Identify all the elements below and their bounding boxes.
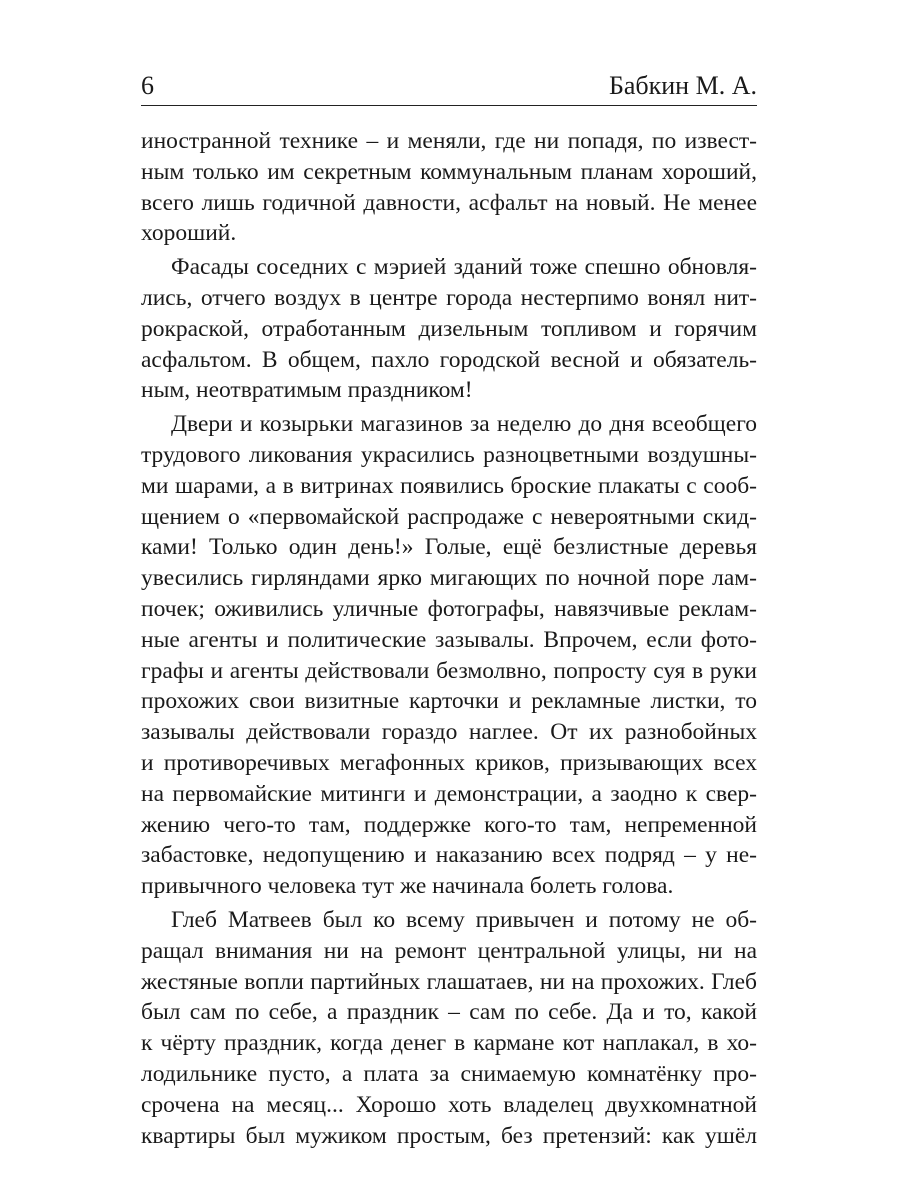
author-name: Бабкин М. А. [608, 71, 757, 100]
paragraph [141, 126, 757, 249]
text-line: забастовке, недопущению и наказанию всех подряд – у не- [141, 842, 757, 869]
text-line: жестяные вопли партийных глашатаев, ни на прохожих. Глеб [141, 968, 757, 995]
text-line: к чёрту праздник, когда денег в кармане кот наплакал, в хо- [141, 1030, 757, 1057]
paragraph [141, 905, 757, 1151]
text-line: квартиры был мужиком простым, без претензий: как ушёл [141, 1122, 757, 1149]
text-line: на первомайские митинги и демонстрации, а заодно к свер- [141, 780, 757, 807]
text-line: ращал внимания ни на ремонт центральной улицы, ни на [141, 937, 757, 964]
text-line: иностранной технике – и меняли, где ни попадя, по извест- [141, 128, 757, 154]
text-line: ным, неотвратимым праздником! [141, 377, 473, 404]
text-line: ные агенты и политические зазывалы. Впрочем, если фото- [141, 626, 757, 653]
paragraph [141, 409, 757, 902]
text-line: рокраской, отработанным дизельным топливом и горячим [141, 315, 757, 342]
body-text [141, 126, 757, 1151]
text-line: трудового ликования украсились разноцветными воздушны- [141, 441, 757, 468]
text-line: графы и агенты действовали безмолвно, попросту суя в руки [141, 657, 757, 684]
text-line: Глеб Матвеев был ко всему привычен и потому не об- [171, 906, 757, 933]
text-line: лись, отчего воздух в центре города нестерпимо вонял нит- [141, 284, 757, 311]
text-line: хороший. [141, 220, 237, 247]
text-line: лодильнике пусто, а плата за снимаемую комнатёнку про- [141, 1060, 757, 1087]
text-line: ками! Только один день!» Голые, ещё безлистные деревья [141, 534, 757, 561]
text-line: жению чего-то там, поддержке кого-то там, непременной [141, 811, 757, 838]
text-line: прохожих свои визитные карточки и рекламные листки, то [141, 688, 757, 715]
text-line: Фасады соседних с мэрией зданий тоже спешно обновля- [171, 254, 757, 281]
page-number: 6 [141, 71, 154, 100]
text-line: был сам по себе, а праздник – сам по себе. Да и то, какой [141, 999, 757, 1026]
text-line: почек; оживились уличные фотографы, навязчивые реклам- [141, 595, 757, 622]
text-line: асфальтом. В общем, пахло городской весной и обязатель- [141, 346, 757, 373]
text-line: привычного человека тут же начинала болеть голова. [141, 873, 674, 900]
text-line: всего лишь годичной давности, асфальт на новый. Не менее [141, 189, 757, 216]
text-line: увесились гирляндами ярко мигающих по ночной поре лам- [141, 565, 757, 592]
text-line: зазывалы действовали гораздо наглее. От их разнобойных [141, 719, 757, 746]
text-line: Двери и козырьки магазинов за неделю до дня всеобщего [171, 411, 757, 438]
paragraph [141, 252, 757, 406]
text-line: срочена на месяц... Хорошо хоть владелец двухкомнатной [141, 1091, 757, 1118]
text-line: ми шарами, а в витринах появились броские плакаты с сооб- [141, 472, 757, 499]
text-line: щением о «первомайской распродаже с невероятными скид- [141, 503, 757, 530]
text-line: и противоречивых мегафонных криков, призывающих всех [141, 749, 757, 776]
running-header [141, 66, 757, 106]
text-line: ным только им секретным коммунальным планам хороший, [141, 158, 757, 185]
